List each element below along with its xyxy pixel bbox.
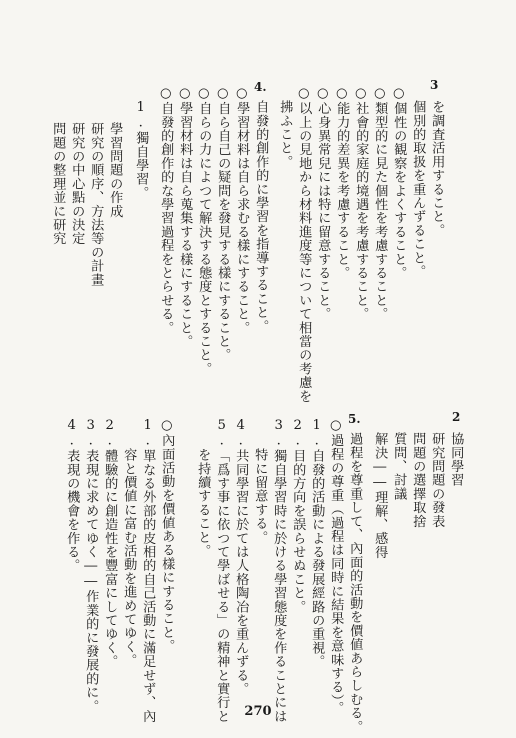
text-column: ○學習材料は自ら求むる樣にすること。 bbox=[234, 86, 250, 335]
text-column: 2.目的方向を誤らせぬこと。 bbox=[290, 418, 306, 614]
text-column: 1.單なる外部的皮相的自己活動に滿足せず、內 bbox=[140, 418, 156, 723]
text-column: 研究の順序、方法等の計畫 bbox=[88, 122, 104, 287]
text-column: 容と價値に富む活動を進めてゆく。 bbox=[121, 448, 137, 668]
section-number: 2 bbox=[452, 410, 461, 424]
text-column: ○以上の見地から材料進度等について相當の考慮を bbox=[296, 86, 312, 403]
text-column: 協同學習 bbox=[448, 432, 464, 487]
text-column: ○內面活動を價値ある樣にすること。 bbox=[159, 418, 175, 653]
text-column: 問題の選擇取捨 bbox=[410, 432, 426, 528]
text-column: 1.自發的活動による發展經路の重視。 bbox=[309, 418, 325, 669]
text-column: ○個性の観察をよくすること。 bbox=[391, 86, 407, 280]
text-column: 特に留意する。 bbox=[252, 448, 268, 544]
text-column: ○心身異常兒には特に留意すること。 bbox=[315, 86, 331, 321]
text-column: ○自らの力によつて解決する態度とすること。 bbox=[196, 86, 212, 376]
section-number: 4. bbox=[254, 80, 267, 94]
text-column: 學習問題の作成 bbox=[107, 122, 123, 218]
text-column: を持續すること。 bbox=[195, 448, 211, 558]
text-column: 5.「爲す事に依つて學ばせる」の精神と實行と bbox=[214, 418, 230, 723]
text-column: 研究の中心點の決定 bbox=[69, 122, 85, 246]
text-column: を調査活用すること。 bbox=[429, 100, 445, 237]
text-column: 個別的取扱を重んずること。 bbox=[410, 100, 426, 279]
text-column: 1.獨自學習。 bbox=[133, 100, 149, 200]
text-column: 問題の整理並に研究 bbox=[50, 122, 66, 246]
text-column: 拂ふこと。 bbox=[277, 100, 293, 169]
text-column: 質問、討議 bbox=[391, 432, 407, 501]
text-column: ○學習材料は自ら蒐集する樣にすること。 bbox=[177, 86, 193, 349]
text-column: ○過程の尊重（過程は同時に結果を意味する）。 bbox=[328, 418, 344, 715]
text-column: 過程を尊重して、內面的活動を價値あらしむる。 bbox=[347, 432, 363, 734]
section-number: 3 bbox=[430, 78, 439, 92]
text-column: 3.表現に求めてゆく――作業的に發展的に。 bbox=[83, 418, 99, 713]
text-column: ○社會的家庭的境遇を考慮すること。 bbox=[353, 86, 369, 321]
text-column: ○能力的差異を考慮すること。 bbox=[334, 86, 350, 280]
text-column: ○類型的に見た個性を考慮すること。 bbox=[372, 86, 388, 321]
text-column: 自發的創作的に學習を指導すること。 bbox=[253, 100, 269, 333]
text-column: ○自ら自己の疑問を發見する樣にすること。 bbox=[215, 86, 231, 362]
section-number: 5. bbox=[348, 412, 361, 426]
page-number: 270 bbox=[244, 704, 272, 719]
text-column: 4.共同學習に於ては人格陶冶を重んずる。 bbox=[233, 418, 249, 696]
text-column: 3.獨自學習時に於ける學習態度を作ることには bbox=[271, 418, 287, 723]
text-column: 2.體驗的に創造性を豐富にしてゆく。 bbox=[102, 418, 118, 669]
text-column: 研究問題の發表 bbox=[429, 432, 445, 528]
text-column: ○自發的創作的な學習過程をとらせる。 bbox=[158, 86, 174, 335]
text-column: 解決――理解、感得 bbox=[372, 432, 388, 559]
text-column: 4.表現の機會を作る。 bbox=[64, 418, 80, 573]
